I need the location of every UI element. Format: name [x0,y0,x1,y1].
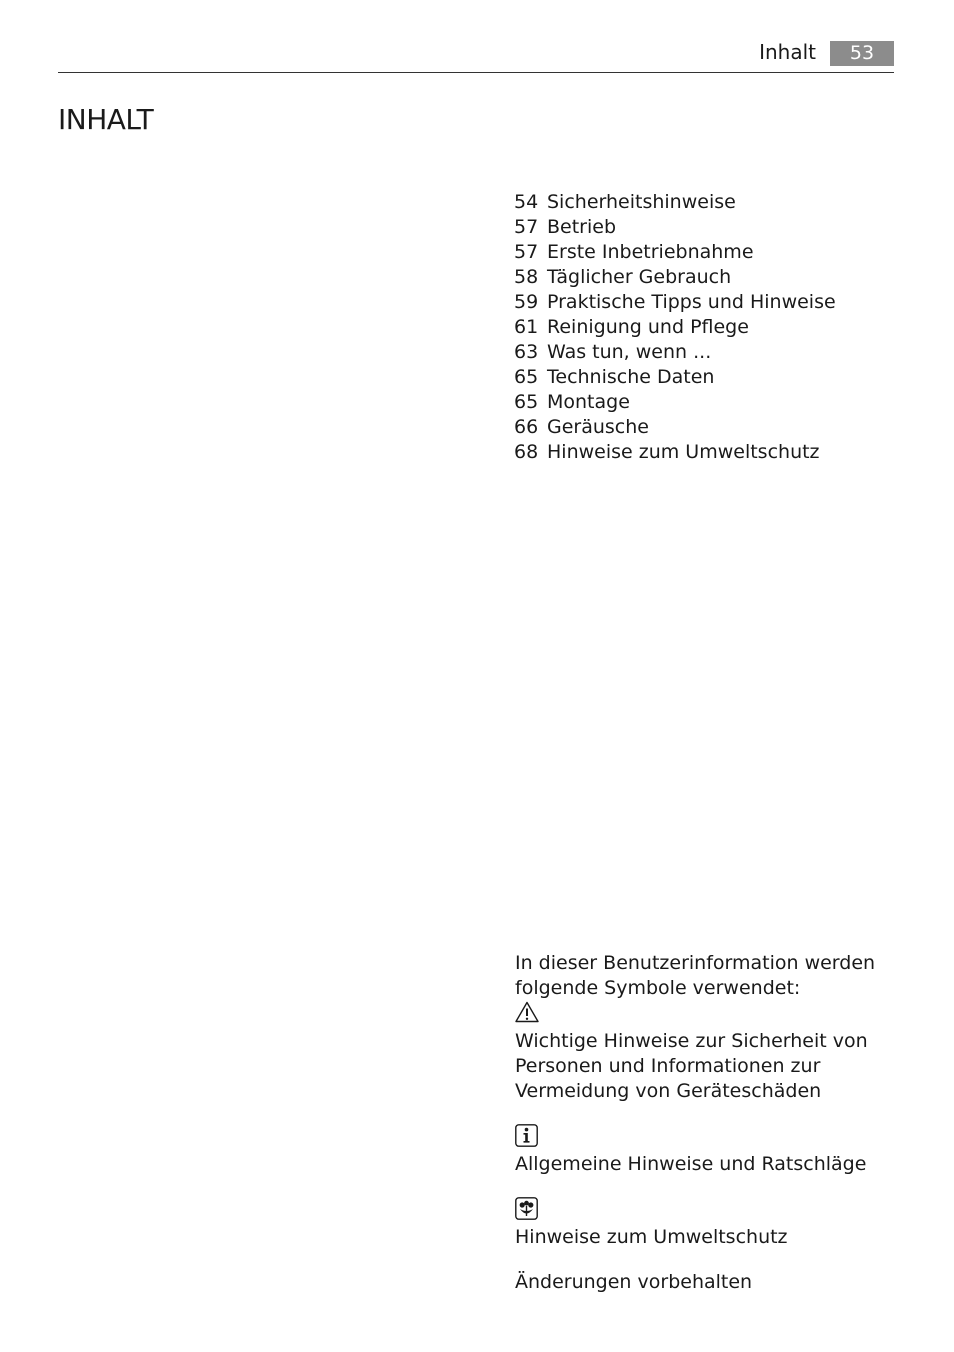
environment-icon [515,1197,895,1221]
toc-page-number: 63 [514,341,539,363]
toc-label: Technische Daten [547,366,715,388]
toc-entry [514,240,836,265]
toc-entry [514,340,836,365]
toc-entry [514,365,836,390]
symbol-environment-text: Hinweise zum Umweltschutz [515,1226,788,1248]
toc-label: Praktische Tipps und Hinweise [547,291,836,313]
warning-triangle-icon [515,1001,895,1025]
toc-label: Was tun, wenn ... [547,341,712,363]
toc-label: Geräusche [547,416,649,438]
symbol-warning [515,1001,895,1104]
header-section-title: Inhalt [759,40,816,64]
toc-label: Reinigung und Pflege [547,316,749,338]
toc-page-number: 61 [514,316,539,338]
toc-page-number: 57 [514,216,539,238]
toc-entry [514,265,836,290]
toc-page-number: 68 [514,441,539,463]
toc-page-number: 54 [514,191,539,213]
table-of-contents [514,190,836,465]
symbol-info [515,1124,895,1177]
toc-page-number: 66 [514,416,539,438]
toc-entry [514,215,836,240]
toc-page-number: 58 [514,266,539,288]
toc-label: Betrieb [547,216,617,238]
toc-page-number: 65 [514,366,539,388]
page-header [58,36,894,73]
symbol-warning-text: Wichtige Hinweise zur Sicherheit von Personen und Informationen zur Vermeidung von Geräteschäden [515,1030,868,1102]
symbols-legend [515,951,895,1295]
toc-entry [514,290,836,315]
toc-page-number: 57 [514,241,539,263]
toc-label: Montage [547,391,630,413]
toc-page-number: 65 [514,391,539,413]
symbol-environment [515,1197,895,1250]
footer-note: Änderungen vorbehalten [515,1271,753,1293]
toc-entry [514,190,836,215]
toc-entry [514,415,836,440]
page-title: INHALT [58,103,154,136]
toc-entry [514,315,836,340]
page-number-badge: 53 [830,41,894,66]
toc-label: Sicherheitshinweise [547,191,736,213]
symbol-info-text: Allgemeine Hinweise und Ratschläge [515,1153,867,1175]
toc-label: Erste Inbetriebnahme [547,241,754,263]
toc-entry [514,440,836,465]
symbols-intro: In dieser Benutzerinformation werden folgende Symbole verwendet: [515,952,876,999]
toc-label: Täglicher Gebrauch [547,266,732,288]
toc-label: Hinweise zum Umweltschutz [547,441,820,463]
info-icon [515,1124,895,1148]
toc-page-number: 59 [514,291,539,313]
toc-entry [514,390,836,415]
